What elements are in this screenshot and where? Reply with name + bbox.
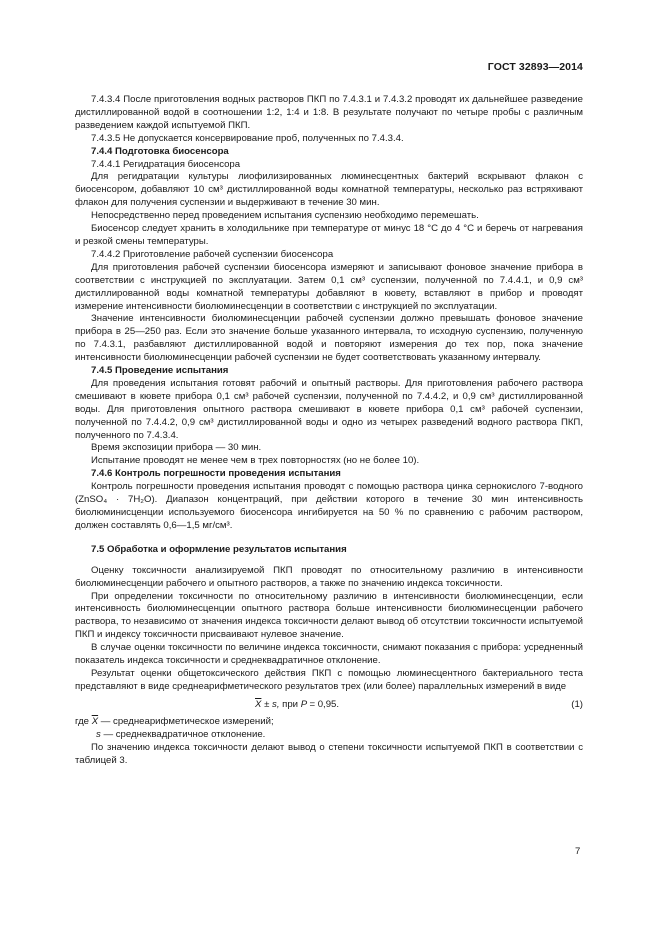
paragraph: Для проведения испытания готовят рабочий и опытный растворы. Для приготовления рабочего раствора смешивают в кювете прибора 0,1 см³ рабочей суспензии, полученной по 7.4.4.2, и 0,9 см³ дистиллированной воды. Для приготовления опытного раствора смешивают в кювете прибора 0,1 см³ рабочей суспензии, полученной по 7.4.4.2, 0,9 см³ дистиллированной воды и одно из четырех разведений водного раствора ПКП, полученного по 7.4.3.4. [75,377,583,441]
formula-row [75,696,583,716]
formula-part: = [309,698,316,710]
formula-number: (1) [571,698,583,710]
paragraph: Результат оценки общетоксического действия ПКП с помощью люминесцентного бактериального теста представляют в виде среднеарифметического результатов трех (или более) параллельных измерений в виде [75,667,583,692]
formula-part: $\overline{X}$ [255,698,262,710]
paragraph: По значению индекса токсичности делают вывод о степени токсичности испытуемой ПКП в соответствии с таблицей 3. [75,741,583,766]
paragraph: 7.4.3.4 После приготовления водных растворов ПКП по 7.4.3.1 и 7.4.3.2 проводят их дальнейшее разведение дистиллированной водой в соотношении 1:2, 1:4 и 1:8. В результате получают по четыре пробы с различным разведением каждой испытуемой ПКП. [75,94,583,131]
where-text: — среднеарифметическое измерений; [100,715,274,727]
formula-part: при [282,698,299,710]
section-heading: 7.4.4 Подготовка биосенсора [91,145,229,157]
paragraph: Контроль погрешности проведения испытания проводят с помощью раствора цинка сернокислого 7-водного (ZnSO₄ · 7H₂O). Диапазон концентраций, при действии которого в течение 30 мин интенсивность биолюминисценции используемого биосенсора ингибируется на 50 % по сравнению с рабочим раствором, должен составлять 0,6—1,5 мг/см³. [75,481,583,531]
section-heading: 7.5 Обработка и оформление результатов испытания [91,543,347,555]
where-line [75,716,583,729]
section-heading: 7.4.6 Контроль погрешности проведения испытания [91,468,341,480]
where-var: $\overline{X}$ [91,715,99,727]
paragraph: Значение интенсивности биолюминесценции рабочей суспензии должно превышать фоновое значение прибора в 25—250 раз. Если это значение больше указанного интервала, то исходную суспензию, полученную по 7.4.3.1, разбавляют дистиллированной водой и повторяют измерения до тех пор, пока значение интенсивности биолюминесценции рабочей суспензии не будет соответствовать указанному интервалу. [75,313,583,364]
paragraph: Непосредственно перед проведением испытания суспензию необходимо перемешать. [91,210,479,222]
paragraph: 7.4.4.2 Приготовление рабочей суспензии биосенсора [91,248,334,260]
paragraph: Для регидратации культуры лиофилизированных люминесцентных бактерий вскрывают флакон с биосенсором, добавляют 10 см³ дистиллированной воды комнатной температуры, несколько раз встряхивают флакон для получения суспензии и выдерживают в течение 30 мин. [75,171,583,209]
page-number: 7 [575,846,581,857]
where-line [75,729,583,742]
paragraph: Биосенсор следует хранить в холодильнике при температуре от минус 18 °С до 4 °С и беречь от нагревания и резкой смены температуры. [75,223,583,247]
formula-part: P [300,698,307,710]
where-var: s [96,728,101,740]
paragraph: 7.4.4.1 Регидратация биосенсора [91,158,241,170]
paragraph: Испытание проводят не менее чем в трех повторностях (но не более 10). [91,455,420,467]
where-prefix: где [75,715,90,727]
formula [255,699,339,712]
paragraph: Оценку токсичности анализируемой ПКП проводят по относительному различию в интенсивности биолюминесценции рабочего и опытного растворов, а также по значению индекса токсичности. [75,564,583,589]
doc-header: ГОСТ 32893—2014 [487,61,583,73]
section-heading: 7.4.5 Проведение испытания [91,365,229,377]
paragraph: При определении токсичности по относительному различию в интенсивности биолюминесценции, если интенсивность биолюминесценции опытного раствора больше интенсивности биолюминесценции рабочего раствора, то независимо от значения индекса токсичности делают вывод об отсутствии токсичности испытуемой ПКП и индексу токсичности присваивают нулевое значение. [75,590,583,641]
formula-part: ± [264,698,270,710]
document-body [75,94,583,767]
paragraph: Для приготовления рабочей суспензии биосенсора измеряют и записывают фоновое значение прибора в соответствии с инструкцией по эксплуатации. Затем 0,1 см³ суспензии, полученной по 7.4.4.1, и 0,9 см³ дистиллированной воды комнатной температуры добавляют в кювету, вставляют в прибор и проводят измерение интенсивности биолюминесценции в соответствии с инструкцией по эксплуатации. [75,261,583,312]
paragraph: Время экспозиции прибора — 30 мин. [91,442,262,454]
formula-part: s, [272,698,280,710]
where-text: — среднеквадратичное отклонение. [103,728,266,740]
formula-part: 0,95. [317,698,340,710]
paragraph: 7.4.3.5 Не допускается консервирование проб, полученных по 7.4.3.4. [91,132,404,144]
paragraph: В случае оценки токсичности по величине индекса токсичности, снимают показания с прибора: усредненный показатель индекса токсичности и среднеквадратичное отклонение. [75,642,583,667]
